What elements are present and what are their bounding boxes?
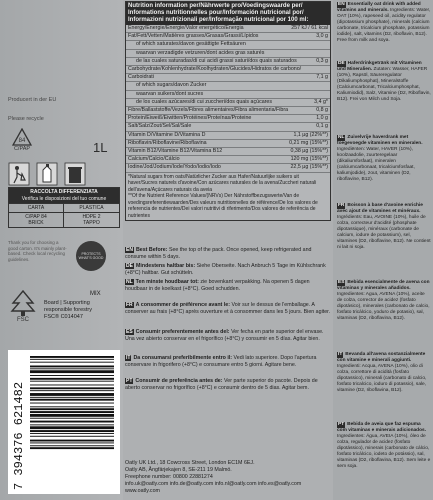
recycle-triangle-icon	[12, 128, 32, 146]
barcode-bar	[30, 399, 114, 401]
language-text: Ingredientes: Agua, AVENA (10%), aceite de colza, corrector de acidez (fosfato dipotásico), minerales (carbonato de calcio, fosfato tricálcico, yoduro de potasio), sal, vitaminas (D2, riboflavina, B12).	[337, 292, 430, 321]
nutrition-row	[126, 33, 330, 41]
nutrient-value	[325, 50, 328, 57]
barcode-bar	[30, 368, 114, 369]
nutrition-title	[126, 2, 330, 25]
language-heading: Haferdrinkgetränk mit Vitaminen und Mineralien.	[337, 61, 422, 72]
nutrition-row	[126, 25, 330, 33]
address-line: info.uk@oatly.com info.de@oatly.com info.nl@oatly.com info.es@oatly.com	[125, 481, 302, 487]
raccolta-cell: HDPE 2 TAPPO	[64, 212, 119, 227]
barcode-bar	[30, 366, 114, 368]
nutrition-title-line: Informations nutritionnelles pour/Información nutricional por/	[128, 10, 304, 16]
barcode-bar	[30, 421, 114, 423]
nutrition-row	[126, 82, 330, 90]
language-heading: Bebida esencialmente de avena con vitaminas y minerales añadidos.	[337, 280, 430, 291]
language-heading: Zuivelvrije haverdrank met toegevoegde vitaminen en mineralen.	[337, 135, 423, 146]
language-heading: Bebida de aveia que faz espuma com vitaminas e minerais adicionados.	[337, 422, 427, 433]
language-heading: Boisson à base d'avoine enrichie avec ajout de vitamines et minéraux.	[337, 203, 423, 214]
protects-seal	[76, 241, 106, 271]
address-line: www.oatly.com	[125, 488, 160, 494]
language-code: IT	[126, 355, 131, 361]
raccolta-title: RACCOLTA DIFFERENZIATA	[9, 188, 119, 196]
language-code: DE	[338, 61, 345, 66]
nutrient-value: 22,5 µg (15%**)	[290, 164, 328, 171]
barcode-bar	[30, 359, 114, 360]
nutrition-row	[126, 74, 330, 82]
nutrient-value	[325, 91, 328, 98]
language-code: ES	[126, 329, 133, 335]
barcode-bar	[30, 375, 114, 376]
nutrient-label: Carboidrati	[128, 74, 154, 81]
language-block-pt	[125, 378, 331, 392]
seal-text: PROTECTS WHAT'S GOOD	[78, 252, 104, 260]
language-heading: Consumir preferentemente antes del:	[135, 329, 230, 335]
language-block-es	[337, 280, 431, 322]
barcode-bar	[30, 378, 114, 380]
language-heading: Ten minste houdbaar tot:	[135, 279, 199, 285]
nutrient-label: de las cuales saturadas/di cui acidi grassi saturi/dos quais saturados	[136, 57, 297, 64]
manufacturer-address	[125, 460, 331, 495]
language-text: Ver fecha en parte superior del envase. Una vez abierto conservar en el frigorífico (+8°C) y consumir en 5 días. Agitar bien.	[125, 329, 324, 342]
language-block-de	[337, 61, 431, 103]
barcode-number: 7 394376 621482	[12, 381, 26, 490]
language-text: Ingrédients: Eau, AVOINE (10%), huile de colza, correcteur d'acidité (phosphate dipotassique), minéraux (carbonate de calcium, iodure de potassium), sel, vitamines (D2, riboflavine, B12). Ne contient ni lait ni soja.	[337, 215, 431, 250]
barcode-bar	[30, 408, 114, 410]
language-code: ES	[338, 280, 345, 285]
nutrient-label: waarvan suikers/dont sucres	[136, 90, 204, 97]
disposal-icons	[8, 162, 86, 186]
language-text: Zutaten: Wasser, HAFER (10%), Rapsöl, Säureregulator (Dikaliumphosphat), Mineralstoffe (Calciumcarbonat, Tricalciumphosphat, Kaliumiodid), Salz, Vitamine (D2, Riboflavin, B12). Frei von Milch und Soja.	[337, 67, 431, 102]
nutrient-value: 7,1 g	[316, 74, 328, 81]
language-heading: A consommer de préférence avant le:	[135, 302, 230, 308]
nutrient-value: 0,21 mg (15%**)	[289, 139, 328, 146]
nutrient-label: Riboflavin/Riboflavine/Riboflavina	[128, 139, 207, 146]
language-text: Ingrediënten: Water, HAVER (10%), koolzaadolie, zuurteregelaar (dikaliumfosfaat), mineralen (calciumcarbonaat, tricalciumfosfaat, kaliumjodide), zout, vitaminen (D2, riboflavine, B12).	[337, 147, 415, 182]
raccolta-cell: PLASTICA	[64, 203, 119, 212]
nutrition-row	[126, 91, 330, 99]
language-text: See the top of the pack. Once opened, keep refrigerated and consume within 5 days.	[125, 247, 312, 260]
nutrition-row	[126, 140, 330, 148]
middle-panel	[123, 0, 333, 500]
nutrient-label: Carbohydrate/Kohlenhydrate/Koolhydraten/Glucides/Hidratos de carbono/	[128, 66, 302, 73]
nutrient-value: 1,1 µg (22%**)	[293, 131, 328, 138]
barcode-bar	[30, 362, 114, 363]
nutrition-row	[126, 41, 330, 49]
barcode-bar	[30, 356, 114, 358]
recycle-label: C/PAP	[13, 146, 31, 152]
please-recycle-text: Please recycle	[8, 116, 44, 122]
address-line: Oatly UK Ltd., 18 Cowcross Street, London EC1M 6EJ.	[125, 460, 255, 466]
nutrition-row	[126, 50, 330, 58]
language-code: EN	[126, 247, 133, 253]
language-heading: Bevanda all'avena sostanzialmente con vitamine e minerali aggiunti.	[337, 352, 426, 363]
nutrition-row	[126, 123, 330, 131]
barcode-bar	[30, 442, 114, 443]
fsc-tree-icon	[8, 289, 38, 321]
raccolta-grid	[9, 203, 119, 227]
nutrition-row	[126, 66, 330, 74]
language-heading: Da consumarsi preferibilmente entro il:	[133, 355, 233, 361]
footnote: **Of the Nutrient Reference Values/(NRVs) Der Nährstoffbezugswerte/Van de voedingsreferentiewaarden/Des valeurs nutritionnelles de référence/De los valores de referencia de nutrientes/Dei valori nutritivi di riferimento/Dos valores de referência de nutrientes	[128, 193, 318, 219]
recycle-code: 84	[18, 138, 26, 144]
nutrition-row	[126, 99, 330, 107]
nutrient-value: 120 mg (15%**)	[290, 156, 328, 163]
nutrition-title-line: Informazioni nutrizionali per/Informação nutricional por 100 ml:	[128, 17, 309, 23]
nutrition-footnotes	[126, 173, 330, 221]
barcode-bar	[30, 414, 114, 417]
nutrient-label: Vitamin D/Vitamine D/Vitamina D	[128, 131, 206, 138]
nutrition-table	[125, 1, 331, 221]
barcode-bar	[30, 390, 114, 391]
barcode-bar	[30, 424, 114, 425]
language-code: FR	[338, 203, 345, 208]
language-block-it	[125, 355, 331, 369]
fsc-line: responsible forestry	[44, 307, 92, 313]
fsc-line: FSC® C014047	[44, 314, 83, 320]
barcode-bar	[30, 447, 114, 449]
language-text: Vedi lato superiore. Dopo l'apertura conservare in frigorifero (+8°C) e consumare entro 5 giorni. Agitare bene.	[125, 355, 317, 368]
carton-icon	[36, 162, 58, 186]
nutrient-value: 0,1 g	[316, 123, 328, 130]
nutrient-label: Fibre/Ballaststoffe/Vezels/Fibres alimentaires/Fibra alimentaria/Fibra	[128, 107, 289, 114]
nutrient-label: Calcium/Calcio/Cálcio	[128, 156, 180, 163]
carton-thanks-text: Thank you for choosing a good carton. It's mainly plant-based. Check local recycling guidelines.	[8, 240, 67, 262]
nutrient-label: Vitamin B12/Vitamine B12/Vitamina B12	[128, 148, 223, 155]
right-panel	[333, 0, 433, 500]
barcode-bar	[30, 436, 114, 437]
language-text: Siehe Oberseite. Nach Anbruch 5 Tage im Kühlschrank (+8°C) haltbar. Gut schütteln.	[125, 263, 326, 276]
barcode-bar	[30, 370, 114, 373]
language-text: Voir sur le dessus de l'emballage. A conserver au frais (+8°C) après ouverture et à consommer dans les 5 jours. Bien agiter.	[125, 302, 331, 315]
barcode-bar	[30, 393, 114, 396]
language-heading: Consumir de preferência antes de:	[135, 378, 223, 384]
left-panel	[0, 0, 123, 500]
nutrient-label: Protein/Eiweiß/Eiwitten/Protéines/Proteínas/Proteine	[128, 115, 252, 122]
barcode-bar	[30, 387, 114, 389]
nutrient-label: of which saturates/davon gesättigte Fettsäuren	[136, 41, 246, 48]
barcode-bar	[30, 403, 114, 404]
nutrient-value	[325, 66, 328, 73]
nutrient-label: Salt/Salz/Zout/Sel/Sal/Sale	[128, 123, 192, 130]
barcode-bar	[30, 411, 114, 413]
nutrition-row	[126, 132, 330, 140]
raccolta-cell: C/PAP 84 BRICK	[9, 212, 64, 227]
language-block-it	[337, 352, 431, 394]
fsc-logo-text: FSC	[17, 317, 29, 321]
nutrient-value	[325, 82, 328, 89]
barcode-bar	[30, 381, 114, 382]
nutrition-rows	[126, 25, 330, 173]
language-text: Ingredienti: Acqua, AVENA (10%), olio di colza, correttore di acidità (fosfato dipotassico), minerali (carbonato di calcio, fosfato tricalcico, ioduro di potassio), sale, vitamine (D2, riboflavina, B12).	[337, 364, 427, 393]
nutrient-label: Iodine/Jod/Jodium/Iode/Yodo/Iodio/Iodo	[128, 164, 221, 171]
language-block-en	[125, 247, 331, 261]
nutrition-row	[126, 58, 330, 66]
language-block-nl	[125, 279, 331, 293]
language-block-pt	[337, 422, 431, 470]
nutrition-row	[126, 148, 330, 156]
nutrient-value: 257 kJ / 61 kcal	[291, 25, 328, 31]
language-text: Ingredients: Water, OAT (10%), rapeseed oil, acidity regulator (dipotassium phosphate), minerals (calcium carbonate, tricalcium phosphate, potassium iodide), salt, vitamins (D2, riboflavin, B12). Free from milk and soya.	[337, 8, 431, 43]
nutrition-row	[126, 107, 330, 115]
barcode-bar	[30, 433, 114, 434]
barcode-bar	[30, 418, 114, 419]
language-text: Ingredientes: Água, AVEIA (10%), óleo de colza, regulador de acidez (fosfato dipotássico), minerais (carbonato de cálcio, fosfato tricálcico, iodeto de potássio), sal, vitaminas (D2, riboflavina, B12). Sem leite e sem soja.	[337, 434, 431, 469]
volume-text: 1L	[93, 140, 108, 155]
language-block-en	[337, 2, 431, 44]
nutrition-row	[126, 115, 330, 123]
language-code: NL	[338, 135, 345, 140]
nutrient-label: waarvan verzadigde vetzuren/dont acides gras saturés	[136, 49, 265, 56]
nutrient-value: 1,0 g	[316, 115, 328, 122]
language-text: Ver parte superior do pacote. Depois de aberto conservar no frigorífico (+8°C) e consumir dentro de 5 dias. Agitar bem.	[125, 378, 318, 391]
language-code: IT	[338, 352, 343, 357]
raccolta-differenziata-box	[8, 187, 120, 228]
fsc-line: Board | Supporting	[44, 300, 90, 306]
tidyman-icon	[8, 162, 30, 186]
barcode-bar	[30, 445, 114, 446]
language-text: zie bovenkant verpakking. Na openen 5 dagen houdbaar in de koelkast (+8°C). Goed schudden.	[125, 279, 310, 292]
bin-icon	[64, 162, 86, 186]
fsc-text	[44, 300, 124, 321]
language-block-de	[125, 263, 331, 277]
nutrient-value: 3,0 g	[316, 33, 328, 40]
nutrient-label: de los cuales azúcares/di cui zuccheri/dos quais açúcares	[136, 98, 273, 105]
barcode-bar	[30, 440, 114, 442]
language-block-es	[125, 329, 331, 343]
raccolta-cell: CARTA	[9, 203, 64, 212]
barcode	[8, 350, 120, 494]
barcode-bar	[30, 397, 114, 398]
barcode-bar	[30, 430, 114, 432]
language-block-fr	[125, 302, 331, 316]
nutrient-label: of which sugars/davon Zucker	[136, 82, 207, 89]
nutrition-title-line: Nutrition information per/Nährwerte pro/Voedingswaarde per/	[128, 3, 303, 9]
language-code: DE	[126, 263, 133, 269]
language-code: EN	[338, 2, 345, 7]
language-heading: Best Before:	[135, 247, 168, 253]
language-block-nl	[337, 135, 431, 183]
language-code: NL	[126, 279, 133, 285]
nutrient-value: 3,4 g*	[314, 98, 328, 105]
nutrient-value: 0,3 g	[316, 57, 328, 64]
address-line: Oatly AB, Ångfärjekajen 8, SE-211 19 Malmö.	[125, 467, 232, 473]
recycle-symbol	[8, 128, 36, 152]
language-block-fr	[337, 203, 431, 251]
address-line: Freephone number: 00800 22881274	[125, 474, 213, 480]
nutrient-label: Energy/Energie/Energie/Valor energético/Energia	[128, 25, 244, 31]
nutrition-row	[126, 164, 330, 172]
fsc-mix-label: MIX	[90, 291, 101, 297]
language-code: PT	[126, 378, 133, 384]
barcode-bar	[30, 426, 114, 429]
barcode-graphic	[8, 350, 120, 494]
produced-in-text: Producert in der EU	[8, 97, 57, 103]
nutrient-label: Fat/Fett/Vetten/Matières grasses/Grasas/Grassi/Lípidos	[128, 33, 259, 40]
language-code: FR	[126, 302, 133, 308]
language-heading: Essentially oat drink with added vitamins and minerals.	[337, 2, 421, 13]
footnote: *Natural sugars from oats/Natürlicher Zucker aus Hafer/Natuurlijke suikers uit haver/Sucres naturels d'avoine/Con azúcares naturales de la avena/Zuccheri naturali dell'avena/Açúcares naturais da aveia	[128, 173, 317, 193]
nutrition-row	[126, 156, 330, 164]
nutrient-value: 0,38 µg (15%**)	[290, 148, 328, 155]
language-heading: Mindestens haltbar bis:	[135, 263, 196, 269]
nutrient-value: 0,8 g	[316, 107, 328, 114]
barcode-bar	[30, 406, 114, 407]
barcode-bar	[30, 385, 114, 386]
raccolta-subtitle: Verifica le disposizioni del tuo comune	[9, 196, 119, 203]
nutrient-value	[325, 41, 328, 48]
language-code: PT	[338, 422, 345, 427]
